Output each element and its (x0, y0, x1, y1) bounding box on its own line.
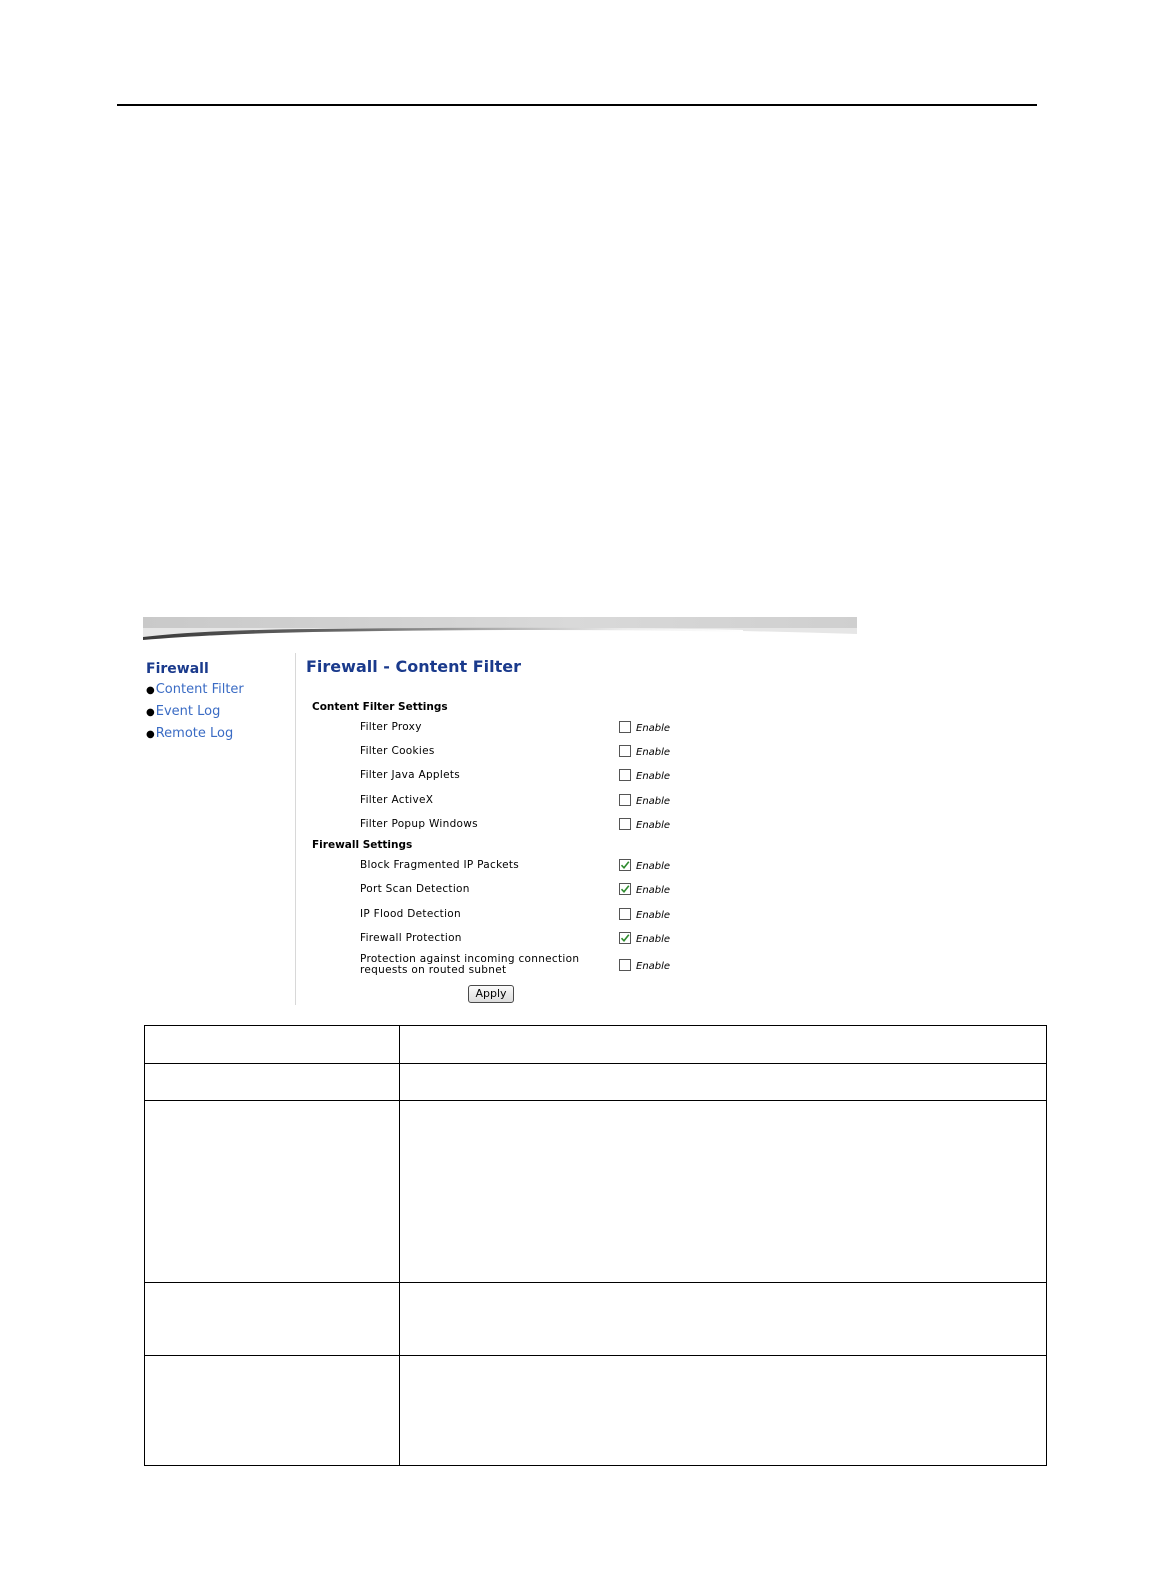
table-cell (400, 1026, 1047, 1064)
table-cell (400, 1064, 1047, 1101)
filter-activex-label: Filter ActiveX (360, 794, 434, 806)
checkbox-icon[interactable] (619, 908, 631, 920)
table-cell (145, 1356, 400, 1466)
enable-label: Enable (636, 747, 671, 758)
filter-cookies-label: Filter Cookies (360, 745, 435, 757)
checkbox-icon[interactable] (619, 745, 631, 757)
sidebar-item-label: Remote Log (155, 726, 234, 741)
table-row (145, 1283, 1047, 1356)
vertical-divider (295, 653, 296, 1005)
sidebar-item-content-filter[interactable] (146, 681, 291, 700)
sidebar-item-label: Content Filter (155, 682, 244, 697)
apply-button[interactable]: Apply (468, 985, 514, 1003)
content-area (306, 657, 851, 1007)
checkbox-icon[interactable] (619, 721, 631, 733)
checkbox-icon[interactable] (619, 959, 631, 971)
table-cell (145, 1064, 400, 1101)
filter-proxy-checkbox[interactable] (619, 721, 689, 737)
checkbox-icon[interactable] (619, 818, 631, 830)
enable-label: Enable (636, 910, 671, 921)
table-cell (145, 1026, 400, 1064)
header-rule (117, 104, 1037, 106)
table-row (145, 1064, 1047, 1101)
checkbox-icon[interactable] (619, 769, 631, 781)
table-cell (400, 1101, 1047, 1283)
table-cell (145, 1283, 400, 1356)
label-line: requests on routed subnet (360, 964, 507, 976)
table-row (145, 1026, 1047, 1064)
sidebar-title[interactable]: Firewall (146, 661, 209, 677)
sidebar-item-label: Event Log (155, 704, 221, 719)
block-fragmented-ip-label: Block Fragmented IP Packets (360, 859, 520, 871)
routed-subnet-protection-label (360, 954, 579, 976)
enable-label: Enable (636, 885, 671, 896)
ip-flood-detection-checkbox[interactable] (619, 908, 689, 924)
table-cell (400, 1283, 1047, 1356)
enable-label: Enable (636, 934, 671, 945)
checkbox-icon[interactable] (619, 932, 631, 944)
firewall-settings-heading: Firewall Settings (312, 839, 413, 851)
enable-label: Enable (636, 771, 671, 782)
block-fragmented-ip-checkbox[interactable] (619, 859, 689, 875)
table-row (145, 1101, 1047, 1283)
label-line: Protection against incoming connection (360, 953, 580, 965)
filter-popup-windows-checkbox[interactable] (619, 818, 689, 834)
sidebar-item-remote-log[interactable] (146, 725, 291, 744)
filter-cookies-checkbox[interactable] (619, 745, 689, 761)
ip-flood-detection-label: IP Flood Detection (360, 908, 461, 920)
firewall-protection-checkbox[interactable] (619, 932, 689, 948)
routed-subnet-protection-checkbox[interactable] (619, 959, 689, 975)
port-scan-detection-checkbox[interactable] (619, 883, 689, 899)
page-title: Firewall - Content Filter (306, 657, 522, 676)
checkbox-icon[interactable] (619, 883, 631, 895)
filter-activex-checkbox[interactable] (619, 794, 689, 810)
checkmark-icon (620, 860, 630, 870)
table-row (145, 1356, 1047, 1466)
filter-proxy-label: Filter Proxy (360, 721, 422, 733)
table-cell (400, 1356, 1047, 1466)
table-cell (145, 1101, 400, 1283)
bullet-icon: ● (146, 707, 155, 718)
description-table (144, 1025, 1047, 1466)
filter-java-applets-label: Filter Java Applets (360, 769, 461, 781)
port-scan-detection-label: Port Scan Detection (360, 883, 470, 895)
enable-label: Enable (636, 961, 671, 972)
enable-label: Enable (636, 796, 671, 807)
checkbox-icon[interactable] (619, 859, 631, 871)
content-filter-heading: Content Filter Settings (312, 701, 448, 713)
filter-popup-windows-label: Filter Popup Windows (360, 818, 478, 830)
bullet-icon: ● (146, 685, 155, 696)
bullet-icon: ● (146, 729, 155, 740)
checkbox-icon[interactable] (619, 794, 631, 806)
enable-label: Enable (636, 723, 671, 734)
firewall-protection-label: Firewall Protection (360, 932, 462, 944)
checkmark-icon (620, 933, 630, 943)
enable-label: Enable (636, 820, 671, 831)
enable-label: Enable (636, 861, 671, 872)
checkmark-icon (620, 884, 630, 894)
sidebar-nav (146, 660, 291, 747)
banner-swoosh (143, 617, 857, 645)
router-ui-screenshot (143, 617, 857, 1009)
sidebar-item-event-log[interactable] (146, 703, 291, 722)
filter-java-applets-checkbox[interactable] (619, 769, 689, 785)
